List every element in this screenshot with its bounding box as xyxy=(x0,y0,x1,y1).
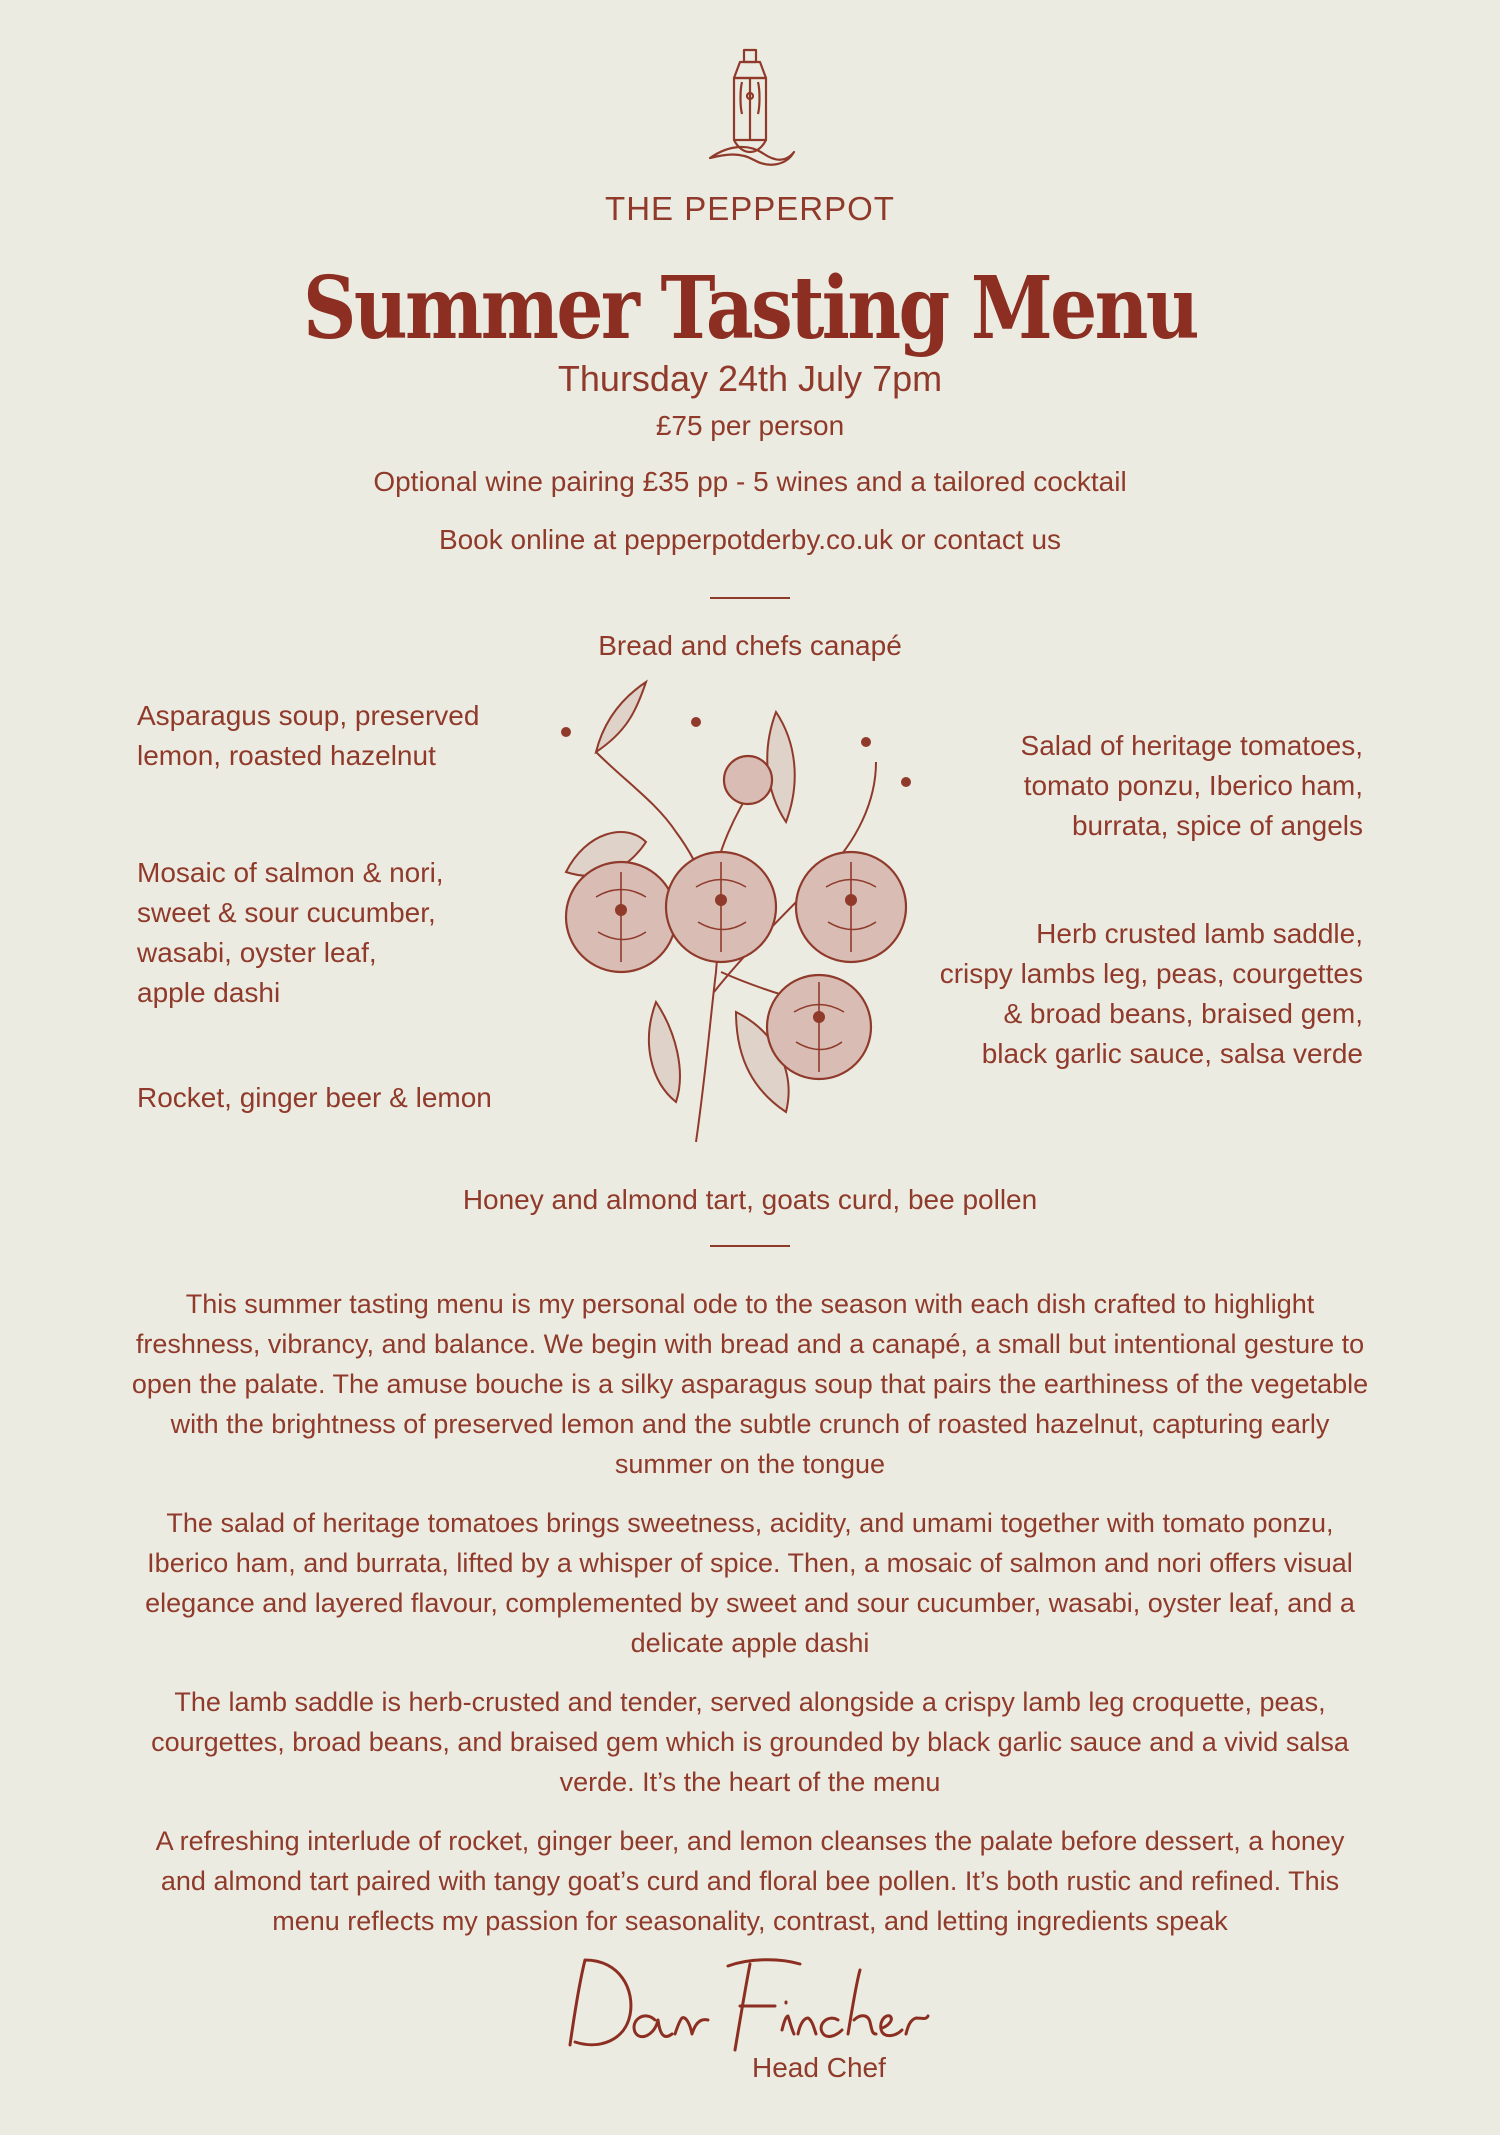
course-opening: Bread and chefs canapé xyxy=(598,630,902,661)
event-price: £75 per person xyxy=(655,410,845,441)
pepperpot-logo xyxy=(700,48,800,178)
course-rocket-palate-cleanser: Rocket, ginger beer & lemon xyxy=(137,1082,492,1113)
divider-top xyxy=(710,597,790,599)
wine-pairing-note: Optional wine pairing £35 pp - 5 wines and a tailored cocktail xyxy=(373,466,1127,497)
description-paragraph-2: The salad of heritage tomatoes brings sweetness, acidity, and umami together with tomato ponzu, Iberico ham, and burrata, lifted by a whisper of spice. Then, a mosaic of salmon and nori offers visual elegance and layered flavour, complemented by sweet and sour cucumber, wasabi, oyster leaf, and a delicate apple dashi xyxy=(145,1508,1355,1658)
description-paragraph-4: A refreshing interlude of rocket, ginger beer, and lemon cleanses the palate before dessert, a honey and almond tart paired with tangy goat’s curd and floral bee pollen. It’s both rustic and refined. This menu reflects my passion for seasonality, contrast, and letting ingredients speak xyxy=(155,1826,1345,1936)
course-asparagus-soup: Asparagus soup, preserved lemon, roasted hazelnut xyxy=(137,700,480,771)
description-paragraph-1: This summer tasting menu is my personal ode to the season with each dish crafted to highlight freshness, vibrancy, and balance. We begin with bread and a canapé, a small but intentional gesture to open the palate. The amuse bouche is a silky asparagus soup that pairs the earthiness of the vegetable with the brightness of preserved lemon and the subtle crunch of roasted hazelnut, capturing early summer on the tongue xyxy=(131,1289,1369,1479)
course-dessert: Honey and almond tart, goats curd, bee pollen xyxy=(462,1184,1038,1215)
chef-signature xyxy=(560,1950,940,2060)
description-paragraph-3: The lamb saddle is herb-crusted and tender, served alongside a crispy lamb leg croquette, peas, courgettes, broad beans, and braised gem which is grounded by black garlic sauce and a vivid salsa verde. It’s the heart of the menu xyxy=(151,1687,1349,1797)
course-tomato-salad: Salad of heritage tomatoes, tomato ponzu, Iberico ham, burrata, spice of angels xyxy=(1020,730,1363,841)
signature-role: Head Chef xyxy=(752,2052,886,2083)
event-date: Thursday 24th July 7pm xyxy=(557,358,943,399)
tomato-illustration xyxy=(536,672,936,1152)
divider-bottom xyxy=(710,1245,790,1247)
course-lamb-saddle: Herb crusted lamb saddle, crispy lambs leg, peas, courgettes & broad beans, braised gem, black garlic sauce, salsa verde xyxy=(939,918,1363,1069)
page-title: Summer Tasting Menu xyxy=(303,258,1197,359)
booking-info: Book online at pepperpotderby.co.uk or contact us xyxy=(438,524,1062,555)
course-salmon-mosaic: Mosaic of salmon & nori, sweet & sour cucumber, wasabi, oyster leaf, apple dashi xyxy=(137,857,444,1008)
venue-name: THE PEPPERPOT xyxy=(605,190,895,227)
